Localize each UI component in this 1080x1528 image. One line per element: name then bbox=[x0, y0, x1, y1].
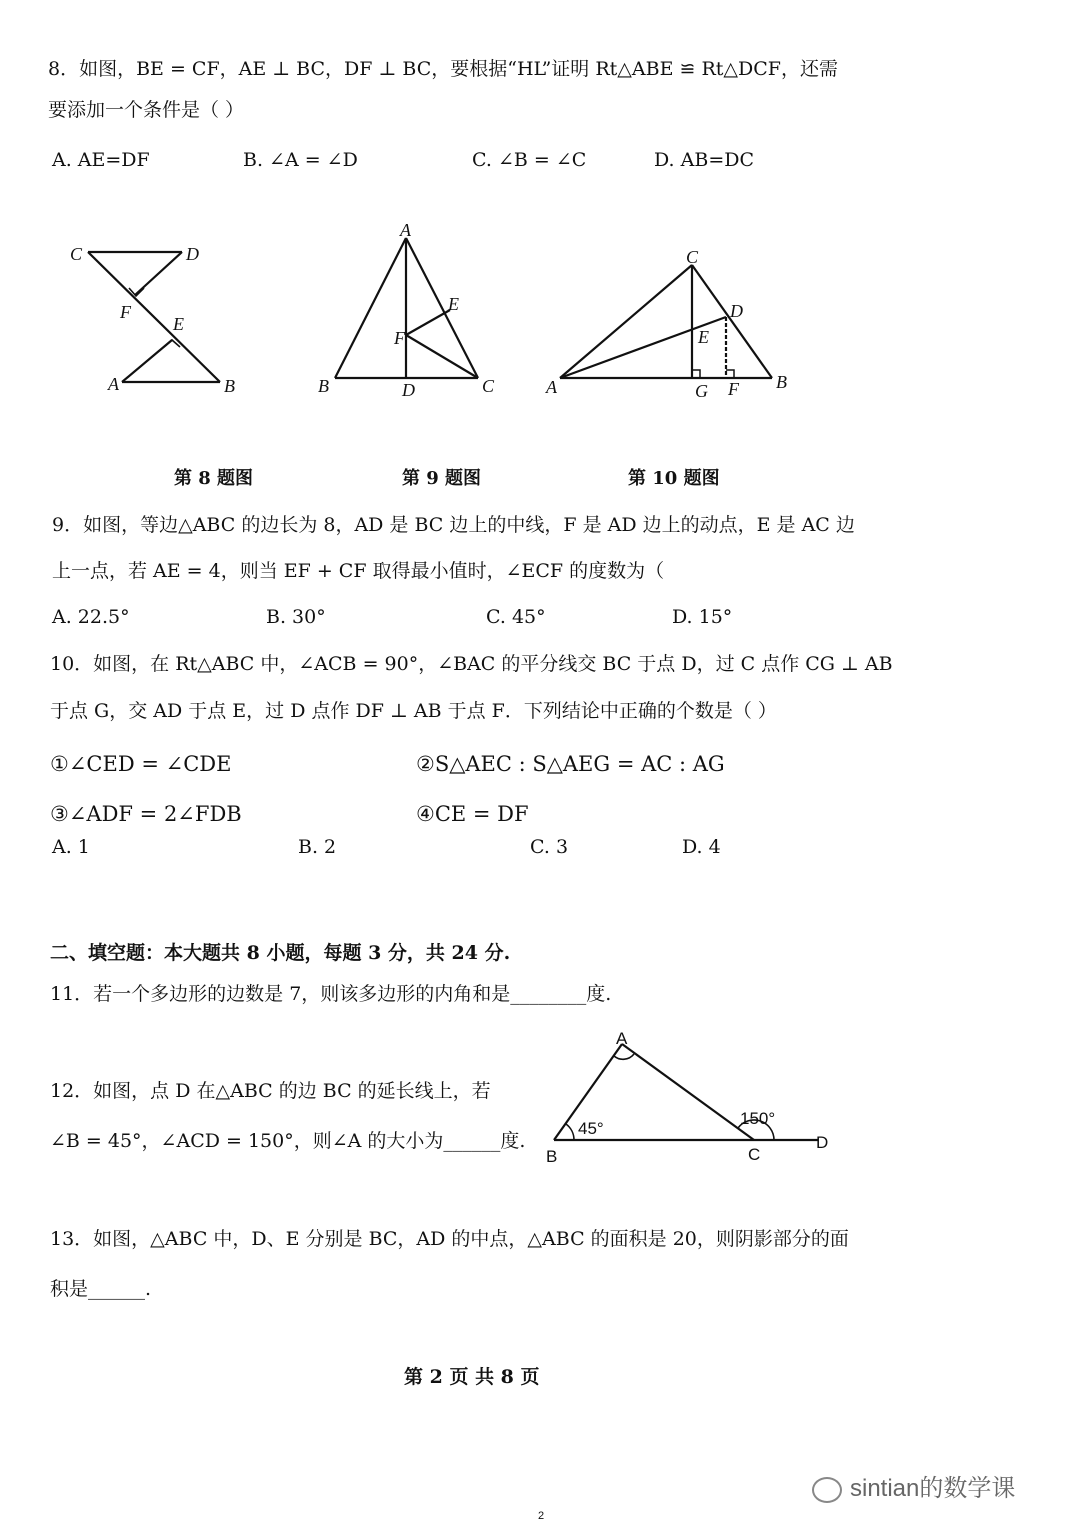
fig10-label-e: E bbox=[698, 327, 709, 347]
fig10-label-d: D bbox=[730, 301, 743, 321]
q12-line1: 12．如图，点 D 在△ABC 的边 BC 的延长线上，若 bbox=[50, 1080, 491, 1102]
watermark-text: sintian的数学课 bbox=[850, 1475, 1016, 1502]
fig10-label-c: C bbox=[686, 247, 699, 267]
q13-line1: 13．如图，△ABC 中，D、E 分别是 BC，AD 的中点，△ABC 的面积是 20，则阴影部分的面 bbox=[50, 1228, 849, 1250]
q9-option-b: B. 30° bbox=[266, 606, 326, 628]
caption-fig10: 第 10 题图 bbox=[628, 468, 720, 489]
q13-line2: 积是______. bbox=[50, 1278, 152, 1300]
q10-option-d: D. 4 bbox=[682, 836, 721, 858]
figure-10 bbox=[540, 245, 810, 405]
fig9-label-a: A bbox=[400, 220, 411, 240]
caption-fig9: 第 9 题图 bbox=[402, 468, 482, 489]
q9-option-c: C. 45° bbox=[486, 606, 546, 628]
q8-option-b: B. ∠A = ∠D bbox=[243, 149, 358, 171]
fig9-label-b: B bbox=[318, 376, 329, 396]
fig8-label-b: B bbox=[224, 376, 235, 396]
q8-option-a: A. AE=DF bbox=[52, 149, 150, 171]
fig12-angle-45: 45° bbox=[578, 1119, 604, 1138]
section-2-heading: 二、填空题：本大题共 8 小题，每题 3 分，共 24 分. bbox=[50, 942, 511, 964]
q10-line2: 于点 G，交 AD 于点 E，过 D 点作 DF ⊥ AB 于点 F．下列结论中正确的个数是（ ） bbox=[50, 700, 777, 722]
fig12-label-d: D bbox=[816, 1133, 829, 1152]
fig9-label-f: F bbox=[394, 328, 405, 348]
page-number: 2 bbox=[538, 1510, 545, 1522]
fig9-label-d: D bbox=[402, 380, 415, 400]
q8-line2: 要添加一个条件是（ ） bbox=[48, 99, 245, 121]
fig12-label-c: C bbox=[748, 1145, 761, 1164]
fig8-label-d: D bbox=[186, 244, 199, 264]
wechat-icon bbox=[812, 1477, 842, 1503]
figure-8 bbox=[60, 230, 260, 410]
q9-option-a: A. 22.5° bbox=[52, 606, 130, 628]
fig10-label-f: F bbox=[728, 379, 739, 399]
q10-statement-1: ①∠CED = ∠CDE bbox=[50, 752, 232, 776]
watermark bbox=[812, 1468, 1015, 1503]
fig10-label-b: B bbox=[776, 372, 787, 392]
q10-line1: 10．如图，在 Rt△ABC 中，∠ACB = 90°，∠BAC 的平分线交 BC 于点 D，过 C 点作 CG ⊥ AB bbox=[50, 653, 893, 675]
fig10-label-g: G bbox=[695, 381, 708, 401]
fig12-label-b: B bbox=[546, 1147, 558, 1166]
figure-12 bbox=[540, 1030, 840, 1170]
fig10-label-a: A bbox=[546, 377, 557, 397]
fig12-label-a: A bbox=[616, 1030, 628, 1048]
figure-9 bbox=[310, 220, 510, 405]
q10-option-a: A. 1 bbox=[52, 836, 90, 858]
q8-option-d: D. AB=DC bbox=[654, 149, 755, 171]
q8-line1: 8．如图，BE = CF，AE ⊥ BC，DF ⊥ BC，要根据“HL”证明 Rt△ABE ≌ Rt△DCF，还需 bbox=[48, 58, 838, 80]
fig12-angle-150: 150° bbox=[740, 1109, 776, 1128]
q10-statement-4: ④CE = DF bbox=[416, 802, 529, 826]
q10-option-c: C. 3 bbox=[530, 836, 569, 858]
q8-option-c: C. ∠B = ∠C bbox=[472, 149, 587, 171]
caption-fig8: 第 8 题图 bbox=[174, 468, 254, 489]
fig8-label-e: E bbox=[173, 314, 184, 334]
fig8-label-f: F bbox=[120, 302, 131, 322]
fig8-label-a: A bbox=[108, 374, 119, 394]
fig8-label-c: C bbox=[70, 244, 83, 264]
q9-line2: 上一点，若 AE = 4，则当 EF + CF 取得最小值时，∠ECF 的度数为（ bbox=[52, 560, 665, 582]
fig9-label-c: C bbox=[482, 376, 495, 396]
q11-text: 11．若一个多边形的边数是 7，则该多边形的内角和是________度. bbox=[50, 983, 612, 1005]
q10-statement-2: ②S△AEC : S△AEG = AC : AG bbox=[416, 752, 725, 776]
q9-line1: 9．如图，等边△ABC 的边长为 8，AD 是 BC 边上的中线，F 是 AD 边上的动点，E 是 AC 边 bbox=[52, 514, 855, 536]
q10-statement-3: ③∠ADF = 2∠FDB bbox=[50, 802, 242, 826]
page-footer: 第 2 页 共 8 页 bbox=[404, 1366, 540, 1388]
q9-option-d: D. 15° bbox=[672, 606, 733, 628]
fig9-label-e: E bbox=[448, 294, 459, 314]
q12-line2: ∠B = 45°，∠ACD = 150°，则∠A 的大小为______度. bbox=[50, 1130, 526, 1152]
q10-option-b: B. 2 bbox=[298, 836, 337, 858]
